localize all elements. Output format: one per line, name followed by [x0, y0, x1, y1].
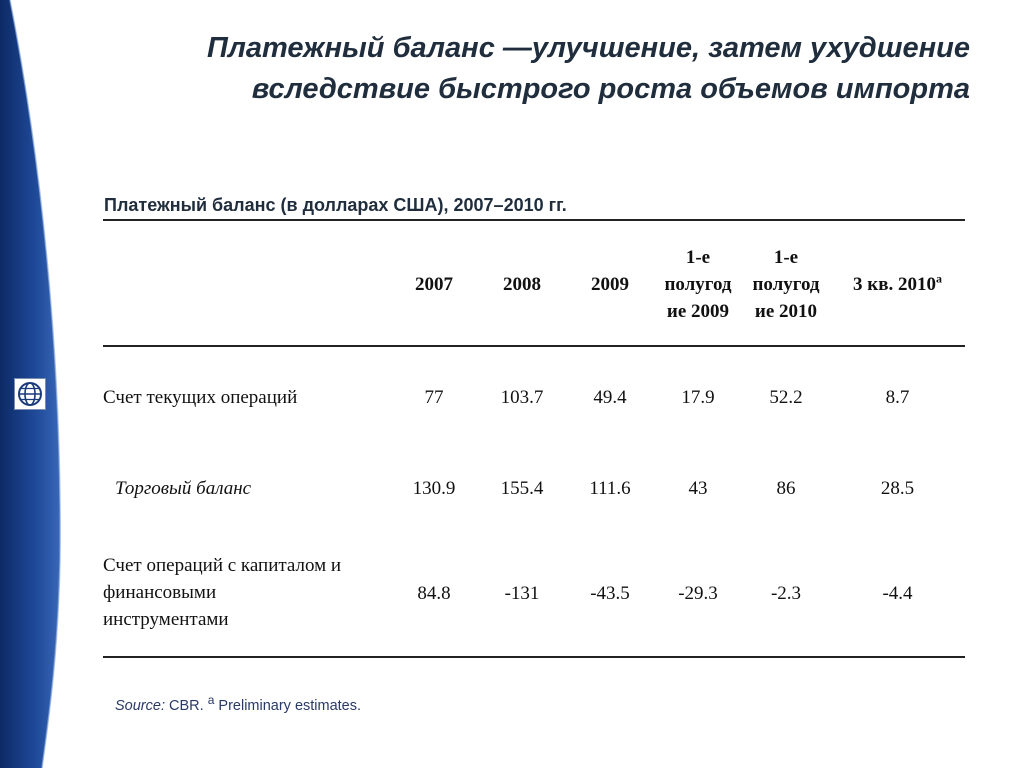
table-cell: 86 — [776, 478, 796, 499]
table-top-rule — [103, 219, 965, 221]
table-cell: 43 — [688, 478, 708, 499]
header-2007: 2007 — [415, 274, 453, 295]
table-cell: -131 — [504, 583, 540, 604]
row-label-current-account: Счет текущих операций — [103, 387, 298, 408]
table-cell: -29.3 — [678, 583, 718, 604]
source-label: Source: — [115, 698, 165, 714]
table-cell: -2.3 — [770, 583, 802, 604]
table-cell: 111.6 — [589, 478, 631, 499]
header-bottom-rule — [103, 345, 965, 347]
table-cell: 28.5 — [880, 478, 915, 499]
row-label-capital-account: Счет операций с капиталом и финансовыми инструментами — [103, 555, 342, 630]
slide-title: Платежный баланс —улучшение, затем ухудшение вследствие быстрого роста объемов импорта — [206, 32, 970, 105]
table-cell: 130.9 — [412, 478, 456, 499]
header-h1-2010: 1-е полугод ие 2010 — [752, 247, 820, 322]
header-2009: 2009 — [591, 274, 629, 295]
table-cell: 52.2 — [769, 387, 803, 408]
footnote-text: Preliminary estimates. — [214, 698, 362, 714]
header-h1-2009: 1-е полугод ие 2009 — [664, 247, 732, 322]
table-cell: 49.4 — [593, 387, 627, 408]
table-subtitle: Платежный баланс (в долларах США), 2007–2010 гг. — [104, 195, 567, 215]
table-cell: -4.4 — [882, 583, 913, 604]
source-text: CBR. — [164, 698, 208, 714]
table-cell: 8.7 — [885, 387, 910, 408]
header-2008: 2008 — [503, 274, 541, 295]
table-cell: -43.5 — [590, 583, 630, 604]
table-cell: 77 — [424, 387, 444, 408]
header-q3-2010: 3 кв. 2010$^a$ — [853, 271, 942, 295]
footnote-marker: a — [207, 693, 215, 708]
table-cell: 155.4 — [500, 478, 544, 499]
globe-icon — [14, 378, 46, 410]
table-cell: 103.7 — [500, 387, 544, 408]
row-label-trade-balance: Торговый баланс — [115, 478, 252, 499]
table-bottom-rule — [103, 656, 965, 658]
table-cell: 84.8 — [417, 583, 451, 604]
source-note — [115, 693, 362, 714]
table-cell: 17.9 — [681, 387, 715, 408]
